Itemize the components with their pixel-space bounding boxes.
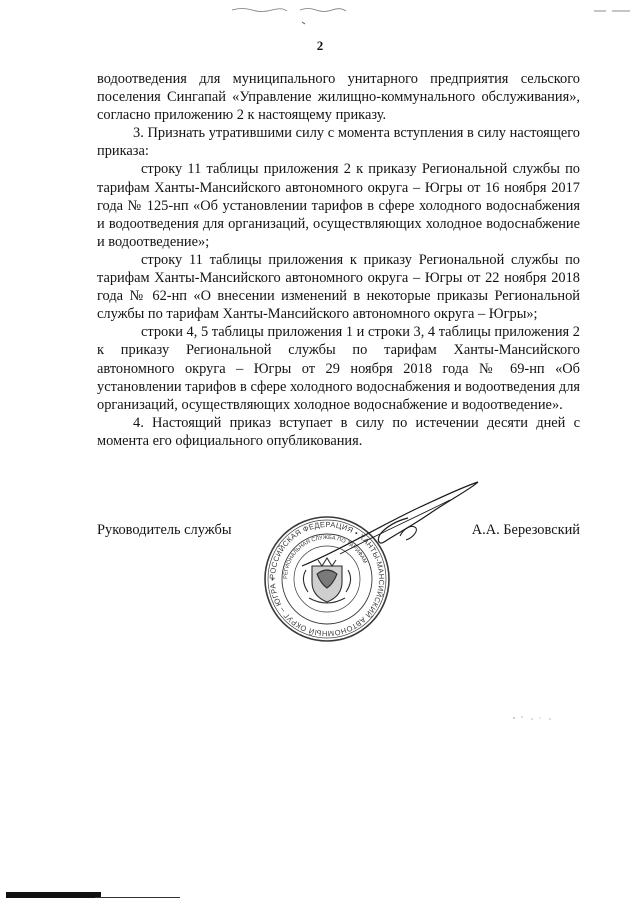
handwritten-signature [300,478,490,568]
seal-inner-text: РЕГИОНАЛЬНАЯ СЛУЖБА ПО ТАРИФАМ [282,534,368,580]
paragraph: 3. Признать утратившими силу с момента вступления в силу настоящего приказа: [97,125,580,160]
paragraph: строки 4, 5 таблицы приложения 1 и строки 3, 4 таблицы приложения 2 к приказу Региональной службы по тарифам Ханты-Мансийского автономного округа – Югры от 29 ноября 2018 года № 69-нп «Об установлении тарифов в сфере холодного водоснабжения и водоотведения для организаций, осуществляющих холодное водоснабжение и водоотведение». [97,324,580,413]
scan-edge-line [95,897,180,898]
scan-artifact-top [230,4,380,26]
document-body [97,70,580,450]
page-number: 2 [316,38,324,53]
scan-artifact-right [510,712,560,724]
paragraph: строку 11 таблицы приложения к приказу Региональной службы по тарифам Ханты-Мансийского автономного округа – Югры от 22 ноября 2018 года № 62-нп «О внесении изменений в некоторые приказы Региональной службы по тарифам Ханты-Мансийского автономного округа – Югры»; [97,251,580,323]
seal-outer-text: РОССИЙСКАЯ ФЕДЕРАЦИЯ • ХАНТЫ-МАНСИЙСКИЙ АВТОНОМНЫЙ ОКРУГ – ЮГРА • [267,519,387,639]
paragraph: строку 11 таблицы приложения 2 к приказу Региональной службы по тарифам Ханты-Мансийского автономного округа – Югры от 16 ноября 2017 года № 125-нп «Об установлении тарифов в сфере холодного водоснабжения и водоотведения для организаций, осуществляющих холодное водоснабжение и водоотведение»; [97,161,580,250]
signatory-name: А.А. Березовский [471,522,580,538]
scan-edge-mark [6,892,101,898]
scan-artifact-top-right [592,6,636,16]
paragraph: 4. Настоящий приказ вступает в силу по истечении десяти дней с момента его официального опубликования. [97,414,580,449]
signatory-title: Руководитель службы [97,522,232,538]
paragraph: водоотведения для муниципального унитарного предприятия сельского поселения Сингапай «Управление жилищно-коммунального обслуживания», согласно приложению 2 к настоящему приказу. [97,71,580,124]
